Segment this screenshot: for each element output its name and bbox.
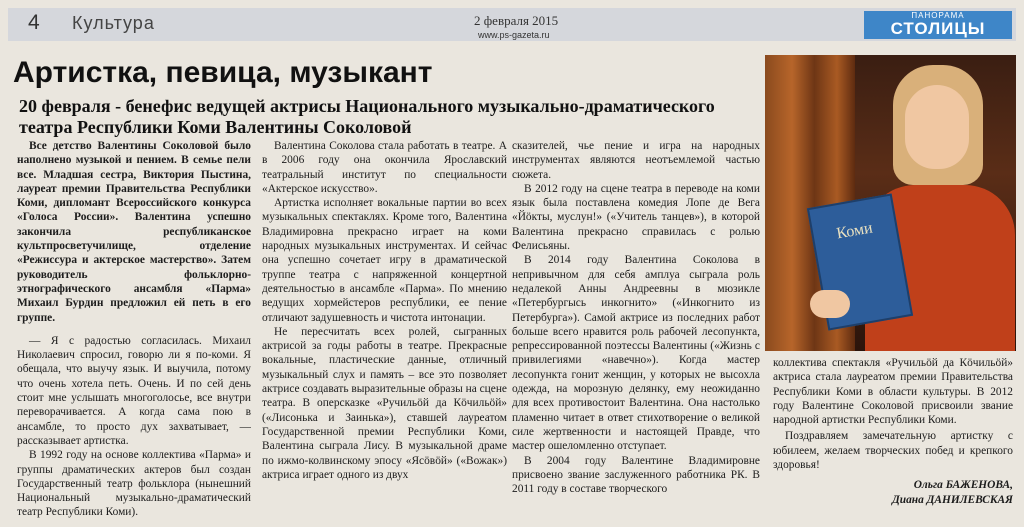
article-column-1 bbox=[17, 139, 251, 525]
article-lead-paragraph: Все детство Валентины Соколовой было наполнено музыкой и пением. В семье пели все. Младшая сестра, Виктория Пыстина, лауреат премии Правительства Республики Коми, дипломант Всероссийского конкурса «Голоса России». Валентина успешно закончила республиканское культпросветучилище, отделение «Режиссура и актерское мастерство». Затем руководитель фольклорно-этнографического ансамбля «Парма» Михаил Бурдин предложил ей петь в его группе. bbox=[17, 140, 251, 324]
article-paragraph: Валентина Соколова стала работать в театре. А в 2006 году она окончила Ярославский театральный институт по специальности «Актерское искусство». bbox=[262, 140, 507, 195]
page-number: 4 bbox=[28, 11, 40, 34]
article-paragraph: В 2014 году Валентина Соколова в непривычном для себя амплуа сыграла роль недалекой Анны Андреевны в мюзикле «Петербургысь инкогнито» («Инкогнито из Петербурга»). Самой актрисе из последних работ больше всего нравится роль рабочей лесопункта, репрессированной поэтессы Валентины («Жизнь с привилегиями «навечно»). Когда мастер лесопункта гонит женщин, у которых не высохла одежда, на морозную делянку, ему неожиданно для всех противостоит Валентина. Она настолько пламенно читает в ответ стихотворение о великой силе жертвенности и настоящей Правде, что мастер ошеломленно отступает. bbox=[512, 254, 760, 453]
website-link[interactable]: www.ps-gazeta.ru bbox=[478, 30, 550, 40]
actress-hand bbox=[810, 290, 850, 318]
article-paragraph: сказителей, чье пение и игра на народных инструментах являются неотъемлемой частью сюжета. bbox=[512, 140, 760, 181]
article-paragraph: В 1992 году на основе коллектива «Парма» и группы драматических актеров был создан Государственный театр фольклора (нынешний Национальный музыкально-драматический театр Республики Коми). bbox=[17, 449, 251, 519]
article-column-3 bbox=[512, 139, 760, 525]
book-title: Коми bbox=[835, 219, 874, 243]
logo-top-text: ПАНОРАМА bbox=[911, 11, 965, 20]
author-signature-2: Диана ДАНИЛЕВСКАЯ bbox=[891, 493, 1013, 506]
article-paragraph: коллектива спектакля «Ручильӧй да Кӧчильӧй» актриса стала лауреатом премии Правительства Республики Коми в области культуры. В 2012 году Валентине Соколовой присвоили звание народной артистки Республики Коми. bbox=[773, 357, 1013, 427]
article-headline: Артистка, певица, музыкант bbox=[13, 56, 433, 89]
article-subheadline: 20 февраля - бенефис ведущей актрисы Национального музыкально-драматического театра Республики Коми Валентины Соколовой bbox=[19, 96, 715, 137]
issue-date: 2 февраля 2015 bbox=[474, 13, 559, 28]
author-signature-1: Ольга БАЖЕНОВА, bbox=[913, 479, 1013, 492]
article-column-2 bbox=[262, 139, 507, 525]
article-paragraph: — Я с радостью согласилась. Михаил Николаевич спросил, говорю ли я по-коми. Я обещала, что выучу язык. И выучила, потому что очень хотела петь. Очень. И по сей день стоит мне услышать многоголосье, все внутри переворачивается. А когда сама пою в ансамбле, то просто дух захватывает, — рассказывает артистка. bbox=[17, 334, 251, 447]
actress-face bbox=[905, 85, 969, 169]
newspaper-logo bbox=[864, 11, 1012, 39]
article-column-4 bbox=[773, 356, 1013, 524]
page-header bbox=[8, 8, 1016, 41]
article-paragraph: В 2004 году Валентине Владимировне присвоено звание заслуженного работника РК. В 2011 году в составе творческого bbox=[512, 454, 760, 496]
article-paragraph: В 2012 году на сцене театра в переводе на коми язык была поставлена комедия Лопе де Вега «Йӧкты, муслун!» («Учитель танцев»), в которой Валентина прекрасно справилась с ролью Фелисьяны. bbox=[512, 182, 760, 253]
article-paragraph: Не пересчитать всех ролей, сыгранных актрисой за годы работы в театре. Прекрасные вокальные, пластические данные, отличный музыкальный слух и память – все это позволяет актрисе создавать выразительные образы на сцене театра. В оперсказке «Ручильӧй да Кӧчильӧй» («Лисонька и Заинька»), ставшей лауреатом Государственной премии Республики Коми, Валентина сыграла Лису. В музыкальной драме по ижмо-колвинскому эпосу «Ясӧвӧй» («Вожак») актриса играет одного из двух bbox=[262, 325, 507, 481]
logo-main-text: СТОЛИЦЫ bbox=[890, 19, 986, 38]
article-paragraph: Поздравляем замечательную артистку с юбилеем, желаем творческих побед и крепкого здоровья! bbox=[773, 430, 1013, 472]
section-title: Культура bbox=[72, 13, 155, 33]
article-paragraph: Артистка исполняет вокальные партии во всех музыкальных спектаклях. Кроме того, Валентина Владимировна прекрасно играет на коми народных музыкальных инструментах. И сейчас она успешно сочетает игру в драматической труппе театра с напряженной концертной деятельностью в ансамбле «Парма». По мнению ведущих хормейстеров республики, ее пение отличают задушевность и чистота интонации. bbox=[262, 197, 507, 324]
article-photo bbox=[765, 55, 1016, 351]
